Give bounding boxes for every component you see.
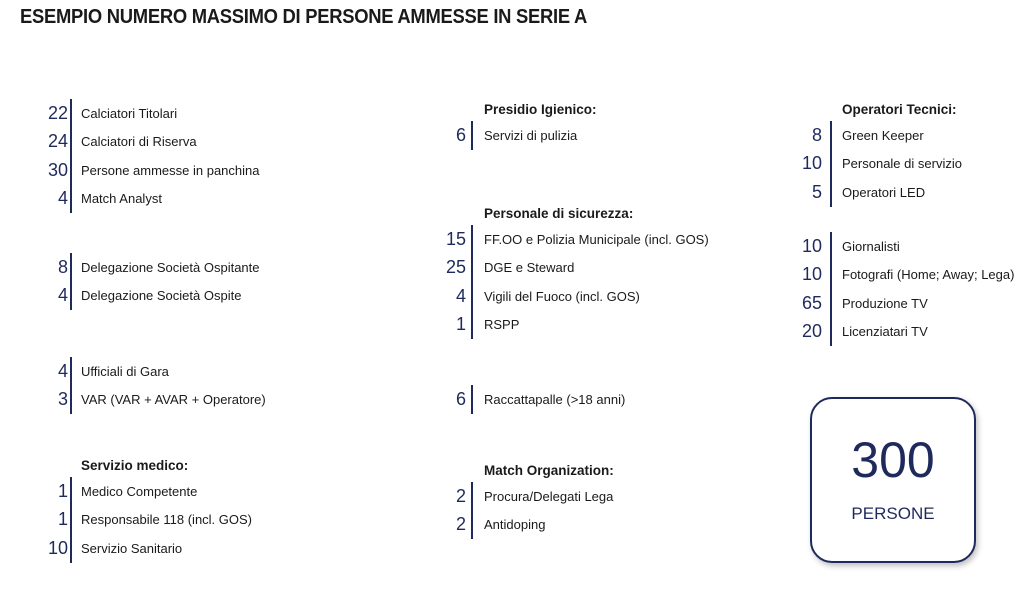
group-rows [760, 121, 1024, 207]
count: 8 [57, 256, 68, 277]
item-label: DGE e Steward [484, 260, 575, 276]
list-item [760, 150, 1024, 179]
item-label: Procura/Delegati Lega [484, 488, 614, 504]
group-ufficiali [0, 357, 330, 414]
group-heading: Presidio Igienico: [484, 102, 597, 117]
group-rows [400, 385, 730, 414]
group-rows [400, 225, 730, 339]
item-label: Licenziatari TV [842, 324, 928, 340]
list-item [400, 385, 730, 414]
group-operatori-tecnici [760, 99, 1024, 207]
group-rows [0, 357, 330, 414]
count: 22 [47, 102, 68, 123]
item-label: Responsabile 118 (incl. GOS) [81, 512, 253, 528]
item-label: Servizio Sanitario [81, 540, 183, 556]
count: 4 [455, 285, 466, 306]
item-label: Persone ammesse in panchina [81, 162, 260, 178]
group-heading: Match Organization: [484, 463, 614, 478]
group-rows [400, 482, 730, 539]
list-item [0, 99, 330, 128]
total-value: 300 [851, 432, 935, 488]
item-label: VAR (VAR + AVAR + Operatore) [81, 392, 266, 408]
group-rows [400, 121, 730, 150]
count: 2 [455, 514, 466, 535]
count: 6 [455, 388, 466, 409]
count: 2 [455, 485, 466, 506]
count: 1 [57, 480, 68, 501]
count: 1 [57, 509, 68, 530]
count: 4 [57, 360, 68, 381]
list-item [400, 282, 730, 311]
total-label: PERSONE [851, 504, 935, 523]
group-match-organization [400, 460, 730, 539]
group-rows [0, 99, 330, 213]
count: 24 [47, 131, 68, 152]
count: 5 [811, 181, 822, 202]
item-label: FF.OO e Polizia Municipale (incl. GOS) [484, 231, 709, 247]
list-item [0, 506, 330, 535]
count: 10 [47, 537, 68, 558]
item-label: Antidoping [484, 517, 546, 533]
item-label: Ufficiali di Gara [81, 363, 169, 379]
count: 10 [801, 235, 822, 256]
list-item [760, 121, 1024, 150]
list-item [400, 225, 730, 254]
page-title: ESEMPIO NUMERO MASSIMO DI PERSONE AMMESSE IN SERIE A [20, 6, 588, 28]
count: 4 [57, 285, 68, 306]
count: 8 [811, 124, 822, 145]
count: 10 [801, 153, 822, 174]
list-item [760, 289, 1024, 318]
list-item [400, 311, 730, 340]
list-item [0, 185, 330, 214]
list-item [0, 156, 330, 185]
item-label: Medico Competente [81, 483, 198, 499]
count: 6 [455, 124, 466, 145]
list-item [0, 282, 330, 311]
item-label: Green Keeper [842, 127, 924, 143]
list-item [400, 482, 730, 511]
item-label: Delegazione Società Ospite [81, 288, 242, 304]
count: 65 [801, 292, 822, 313]
item-label: Vigili del Fuoco (incl. GOS) [484, 288, 640, 304]
list-item [760, 232, 1024, 261]
list-item [760, 261, 1024, 290]
list-item [0, 128, 330, 157]
item-label: Operatori LED [842, 184, 926, 200]
group-delegazioni [0, 253, 330, 310]
count: 30 [47, 159, 68, 180]
group-media [760, 232, 1024, 346]
count: 3 [57, 389, 68, 410]
group-raccattapalle [400, 385, 730, 414]
item-label: Calciatori di Riserva [81, 134, 197, 150]
count: 1 [455, 314, 466, 335]
item-label: Match Analyst [81, 191, 162, 207]
item-label: Delegazione Società Ospitante [81, 259, 260, 275]
group-presidio-igienico [400, 99, 730, 150]
list-item [400, 511, 730, 540]
group-calciatori [0, 99, 330, 213]
list-item [400, 254, 730, 283]
list-item [0, 357, 330, 386]
list-item [760, 178, 1024, 207]
list-item [0, 253, 330, 282]
group-personale-sicurezza [400, 203, 730, 339]
item-label: Servizi di pulizia [484, 127, 578, 143]
item-label: Calciatori Titolari [81, 105, 178, 121]
group-heading: Personale di sicurezza: [484, 206, 634, 221]
count: 20 [801, 321, 822, 342]
list-item [0, 386, 330, 415]
list-item [400, 121, 730, 150]
count: 10 [801, 264, 822, 285]
group-heading: Operatori Tecnici: [842, 102, 957, 117]
group-servizio-medico [0, 455, 330, 563]
item-label: Giornalisti [842, 238, 900, 254]
item-label: Fotografi (Home; Away; Lega) [842, 267, 1015, 283]
total-card [810, 397, 976, 563]
group-heading: Servizio medico: [81, 458, 189, 473]
item-label: RSPP [484, 317, 520, 333]
group-rows [0, 253, 330, 310]
list-item [0, 534, 330, 563]
group-rows [0, 477, 330, 563]
item-label: Produzione TV [842, 295, 928, 311]
list-item [0, 477, 330, 506]
count: 15 [445, 228, 466, 249]
count: 4 [57, 188, 68, 209]
list-item [760, 318, 1024, 347]
group-rows [760, 232, 1024, 346]
item-label: Personale di servizio [842, 156, 962, 172]
count: 25 [445, 257, 466, 278]
item-label: Raccattapalle (>18 anni) [484, 391, 626, 407]
